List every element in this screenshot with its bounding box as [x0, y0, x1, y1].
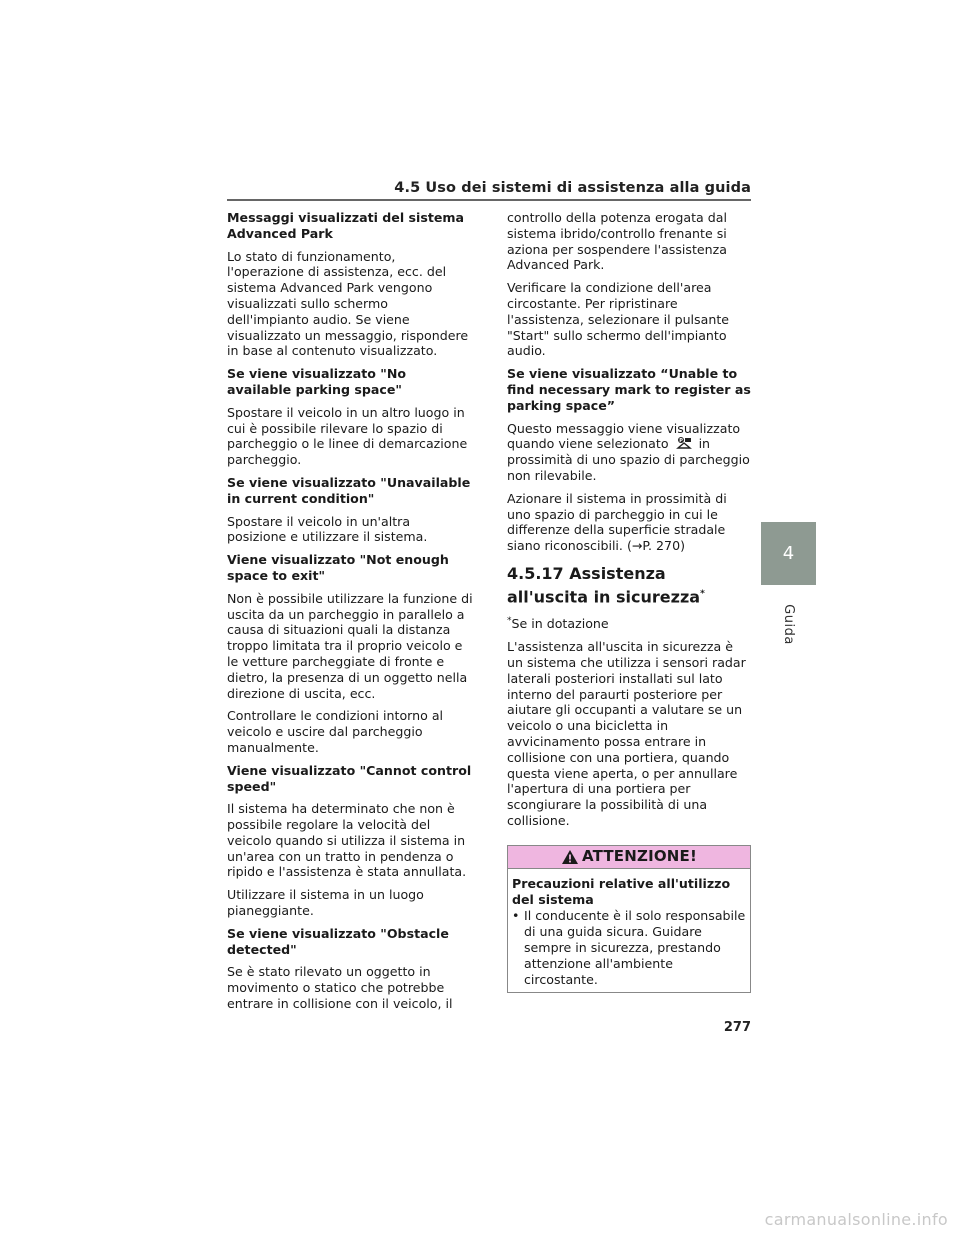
warning-triangle-icon: [561, 849, 579, 865]
left-column: [227, 210, 473, 1019]
subheading: Se viene visualizzato "No available parking space": [227, 366, 407, 397]
paragraph: Il sistema ha determinato che non è possibile regolare la velocità del veicolo quando si utilizza il sistema in un'area con un tratto in pendenza o ripido e l'assistenza è stata annullata.: [227, 801, 467, 880]
warning-body: [508, 869, 750, 993]
subheading: Se viene visualizzato "Obstacle detected": [227, 925, 449, 957]
warning-header: [508, 846, 750, 869]
warning-label: ATTENZIONE!: [581, 846, 698, 865]
running-header: 4.5 Uso dei sistemi di assistenza alla guida: [394, 180, 751, 196]
availability-note: *Se in dotazione: [507, 616, 609, 632]
paragraph-text: Questo messaggio viene visualizzato quando viene selezionato: [507, 420, 741, 452]
paragraph: Verificare la condizione dell'area circostante. Per ripristinare l'assistenza, selezionare il pulsante "Start" sullo schermo dell'impianto audio.: [507, 280, 730, 359]
warning-box: [507, 845, 751, 994]
watermark: carmanualsonline.info: [764, 1210, 948, 1229]
subheading: Se viene visualizzato "Unavailable in current condition": [227, 474, 471, 506]
svg-text:P: P: [678, 438, 683, 445]
subheading: Messaggi visualizzati del sistema Advanced Park: [227, 210, 465, 241]
paragraph: Se è stato rilevato un oggetto in movimento o statico che potrebbe entrare in collisione con il veicolo, il: [227, 964, 453, 1012]
section-title: 4.5.17 Assistenza all'uscita in sicurezza*: [507, 563, 705, 607]
header-rule: [227, 199, 751, 201]
paragraph: Spostare il veicolo in un altro luogo in cui è possibile rilevare lo spazio di parcheggio o le linee di demarcazione parcheggio.: [227, 404, 468, 468]
paragraph: [507, 421, 751, 484]
subheading: Se viene visualizzato “Unable to find necessary mark to register as parking space”: [507, 366, 751, 413]
chapter-tab: 4: [761, 522, 816, 585]
bullet-mark: •: [512, 908, 520, 924]
paragraph: Spostare il veicolo in un'altra posizione e utilizzare il sistema.: [227, 513, 428, 545]
paragraph: Utilizzare il sistema in un luogo pianeggiante.: [227, 887, 424, 919]
warning-title: Precauzioni relative all'utilizzo del sistema: [512, 875, 731, 907]
paragraph-text: in prossimità di uno spazio di parcheggio non rilevabile.: [507, 436, 750, 483]
paragraph: Controllare le condizioni intorno al veicolo e uscire dal parcheggio manualmente.: [227, 708, 444, 755]
page-number: 277: [723, 1020, 751, 1035]
paragraph: Non è possibile utilizzare la funzione di uscita da un parcheggio in parallelo a causa di situazioni quali la distanza troppo limitata tra il proprio veicolo e le vetture parcheggiate di fronte e dietro, la presenza di un oggetto nella direzione di uscita, ecc.: [227, 590, 473, 701]
subheading: Viene visualizzato "Not enough space to exit": [227, 552, 449, 583]
subheading: Viene visualizzato "Cannot control speed": [227, 762, 472, 794]
bullet-text: Il conducente è il solo responsabile di una guida sicura. Guidare sempre in sicurezza, prestando attenzione all'ambiente circostante.: [524, 908, 746, 987]
chapter-label: Guida: [781, 603, 796, 645]
parking-mark-icon: [676, 436, 692, 450]
paragraph: Lo stato di funzionamento, l'operazione di assistenza, ecc. del sistema Advanced Park vengono visualizzati sullo schermo dell'impianto audio. Se viene visualizzato un messaggio, rispondere in base al contenuto visualizzato.: [227, 248, 469, 359]
paragraph: Azionare il sistema in prossimità di uno spazio di parcheggio in cui le differenze della superficie stradale siano riconoscibili. (→P. 270): [507, 490, 727, 554]
right-column: [507, 210, 751, 993]
paragraph: L'assistenza all'uscita in sicurezza è un sistema che utilizza i sensori radar laterali posteriori installati sul lato interno del paraurti posteriore per aiutare gli occupanti a valutare se un veicolo o una bicicletta in avvicinamento possa entrare in collisione con una portiera, quando questa viene aperta, o per annullare l'apertura di una portiera per scongiurare la possibilità di una collisione.: [507, 639, 746, 829]
paragraph: controllo della potenza erogata dal sistema ibrido/controllo frenante si aziona per sospendere l'assistenza Advanced Park.: [507, 210, 727, 273]
warning-bullet: [512, 908, 746, 987]
